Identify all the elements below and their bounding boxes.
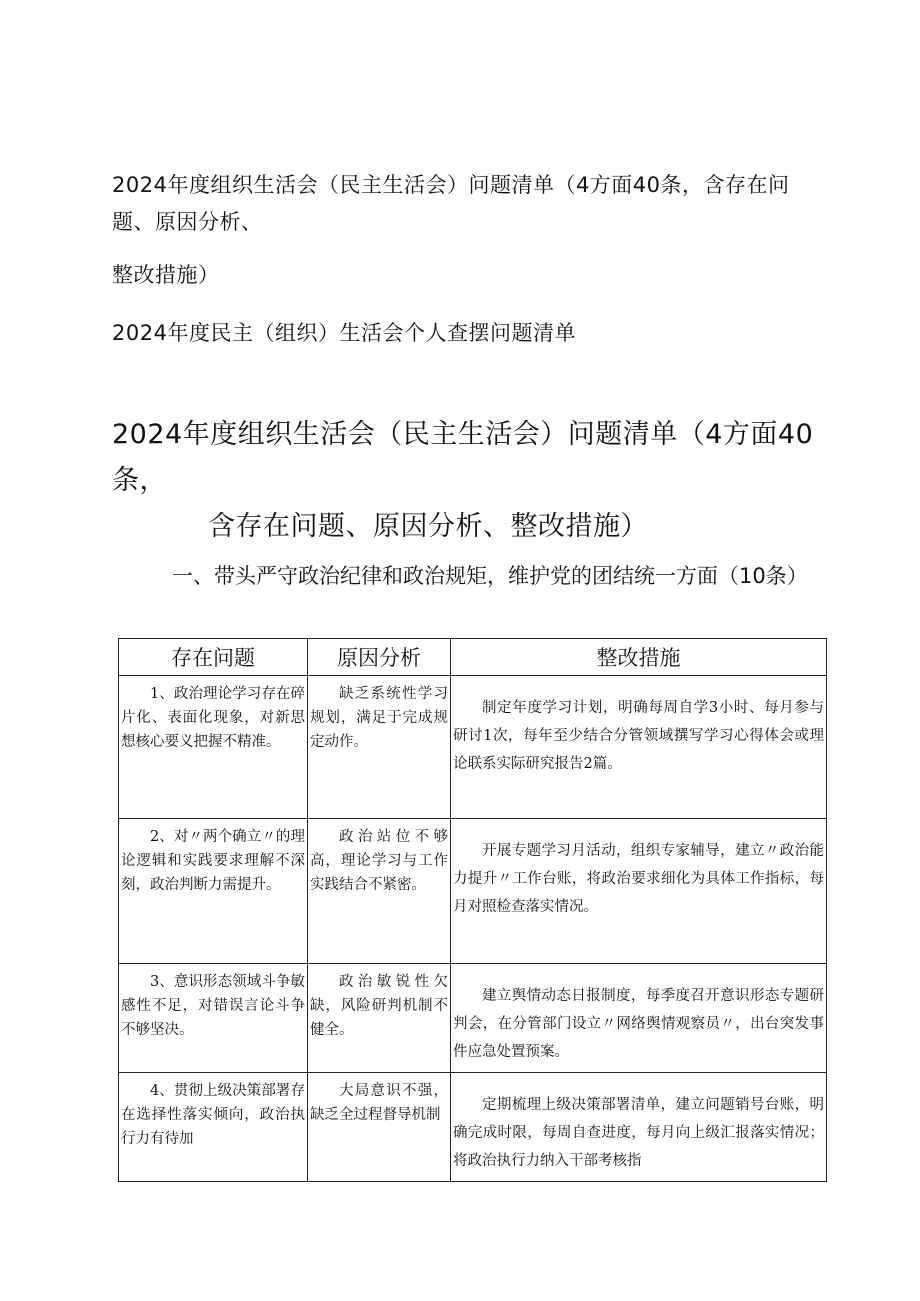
- document-title-line-2: 含存在问题、原因分析、整改措施）: [208, 511, 648, 542]
- cause-cell: 政治站位不够高，理论学习与工作实践结合不紧密。: [308, 819, 451, 964]
- problem-cell: 2、对〃两个确立〃的理论逻辑和实践要求理解不深刻，政治判断力需提升。: [119, 819, 308, 964]
- cause-cell: 缺乏系统性学习规划，满足于完成规定动作。: [308, 676, 451, 819]
- table-row: [119, 1073, 827, 1182]
- measure-cell: 定期梳理上级决策部署清单，建立问题销号台账，明确完成时限，每周自查进度，每月向上级汇报落实情况；将政治执行力纳入干部考核指: [451, 1073, 827, 1182]
- toc-entry-1[interactable]: 2024年度组织生活会（民主生活会）问题清单（4方面40条，含存在问题、原因分析、: [112, 173, 790, 234]
- measure-cell: 开展专题学习月活动，组织专家辅导，建立〃政治能力提升〃工作台账，将政治要求细化为具体工作指标，每月对照检查落实情况。: [451, 819, 827, 964]
- table-row: [119, 819, 827, 964]
- table-row: [119, 964, 827, 1073]
- section-heading: 一、带头严守政治纪律和政治规矩，维护党的团结统一方面（10条）: [172, 564, 808, 588]
- header-cause: 原因分析: [308, 639, 451, 676]
- problem-cell: 1、政治理论学习存在碎片化、表面化现象，对新思想核心要义把握不精准。: [119, 676, 308, 819]
- document-title-line-1: 2024年度组织生活会（民主生活会）问题清单（4方面40条，: [112, 419, 814, 496]
- issues-table: [118, 638, 827, 1182]
- table-header-row: [119, 639, 827, 676]
- toc-entry-2[interactable]: 2024年度民主（组织）生活会个人查摆问题清单: [112, 321, 576, 345]
- measure-cell: 制定年度学习计划，明确每周自学3小时、每月参与研讨1次，每年至少结合分管领域撰写学习心得体会或理论联系实际研究报告2篇。: [451, 676, 827, 819]
- header-measure: 整改措施: [451, 639, 827, 676]
- cause-cell: 政治敏锐性欠缺，风险研判机制不健全。: [308, 964, 451, 1073]
- cause-cell: 大局意识不强，缺乏全过程督导机制: [308, 1073, 451, 1182]
- problem-cell: 4、贯彻上级决策部署存在选择性落实倾向，政治执行力有待加: [119, 1073, 308, 1182]
- table-row: [119, 676, 827, 819]
- problem-cell: 3、意识形态领域斗争敏感性不足，对错误言论斗争不够坚决。: [119, 964, 308, 1073]
- header-problem: 存在问题: [119, 639, 308, 676]
- document-title: [112, 412, 832, 550]
- measure-cell: 建立舆情动态日报制度，每季度召开意识形态专题研判会，在分管部门设立〃网络舆情观察员〃，出台突发事件应急处置预案。: [451, 964, 827, 1073]
- toc-entry-1-continued[interactable]: 整改措施）: [112, 263, 220, 287]
